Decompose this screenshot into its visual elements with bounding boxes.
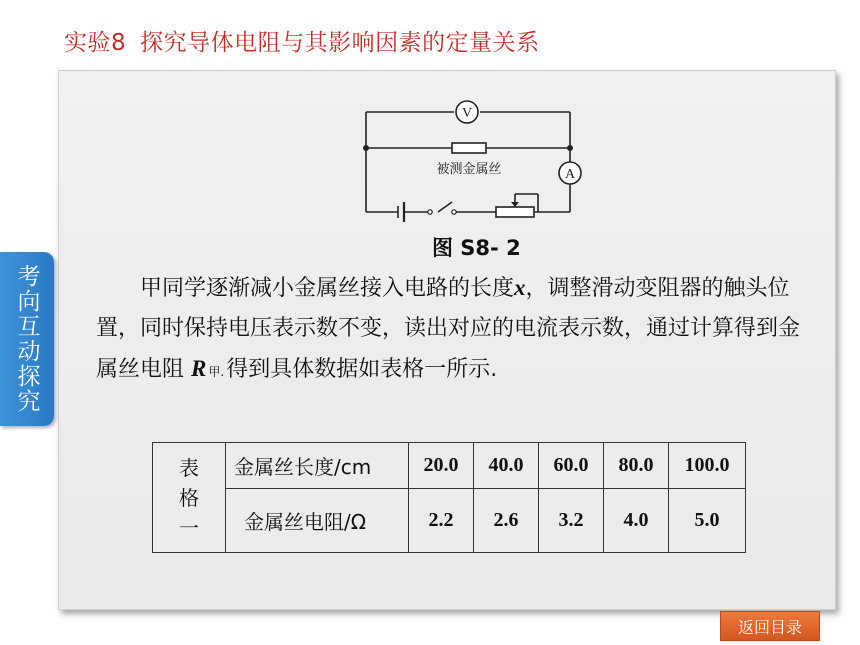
resistance-value: 4.0 (604, 489, 669, 553)
wire-label: 被测金属丝 (436, 162, 502, 177)
problem-paragraph (96, 268, 808, 392)
table-title-char: 格 (179, 485, 199, 510)
data-table (152, 442, 746, 553)
experiment-number: 实验8 (64, 30, 127, 56)
side-nav-tab-label: 考向互动探究 (13, 264, 40, 414)
paragraph-text-3: 得到具体数据如表格一所示. (226, 357, 498, 382)
resistance-value: 2.6 (474, 489, 539, 553)
length-value: 80.0 (604, 443, 669, 489)
length-value: 100.0 (669, 443, 746, 489)
page-title (64, 24, 540, 57)
experiment-title: 探究导体电阻与其影响因素的定量关系 (140, 30, 540, 56)
resistance-value: 5.0 (669, 489, 746, 553)
length-value: 40.0 (474, 443, 539, 489)
ammeter-label: A (564, 167, 576, 182)
circuit-diagram (356, 96, 596, 224)
variable-r: R (191, 356, 207, 381)
length-value: 20.0 (409, 443, 474, 489)
figure-caption: 图 S8- 2 (432, 236, 521, 260)
resistance-header: 金属丝电阻/Ω (226, 489, 409, 553)
resistance-value: 2.2 (409, 489, 474, 553)
voltmeter-label: V (461, 106, 473, 121)
side-nav-tab[interactable] (0, 252, 54, 426)
variable-x: x (514, 275, 526, 300)
paragraph-text-2: ，调整滑动变阻器的触头位置，同时保持电压表示数不变，读出对应的电流表示数，通过计算得到金属丝电阻 (96, 276, 801, 382)
back-to-contents-button[interactable]: 返回目录 (720, 611, 820, 641)
length-header: 金属丝长度/cm (226, 443, 409, 489)
paragraph-text-1: 甲同学逐渐减小金属丝接入电路的长度 (140, 276, 515, 301)
variable-r-subscript: 甲. (208, 365, 225, 379)
length-value: 60.0 (539, 443, 604, 489)
resistance-value: 3.2 (539, 489, 604, 553)
table-title-char: 一 (179, 515, 199, 540)
table-title-cell (153, 443, 226, 553)
table-title-char: 表 (179, 455, 199, 480)
